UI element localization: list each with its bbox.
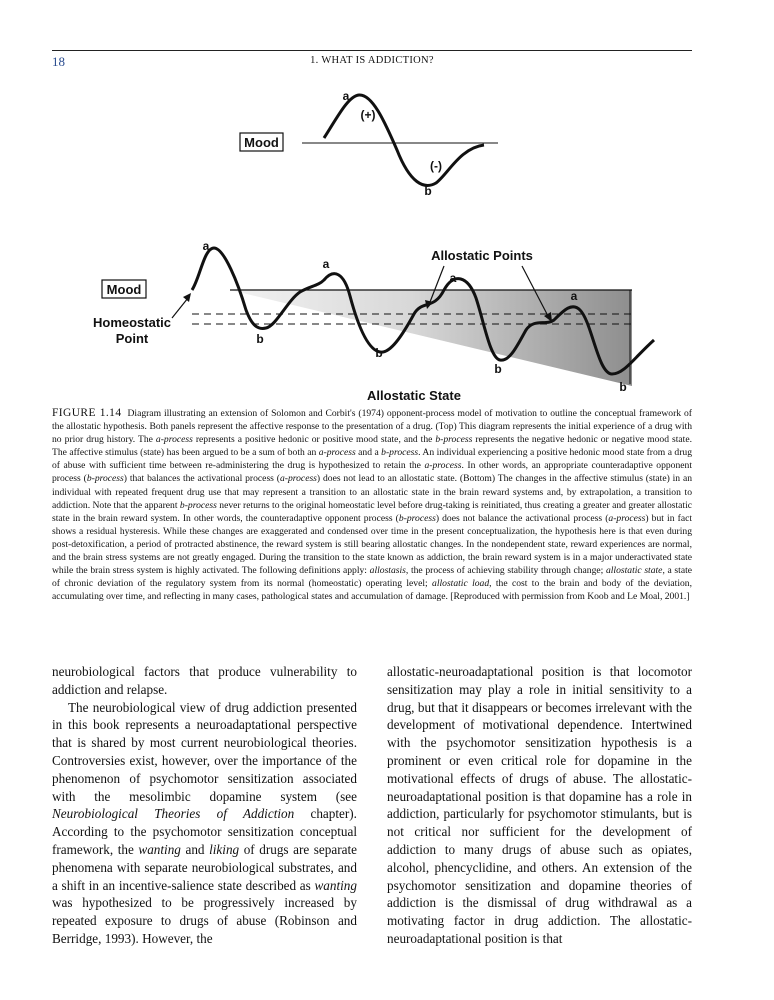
top-trough-label: b bbox=[424, 184, 432, 198]
body-column-left bbox=[52, 663, 357, 948]
caption-text: Diagram illustrating an extension of Solomon and Corbit's (1974) opponent-process model of motivation to outline the conceptual framework of the allostatic hypothesis. Both panels represent the affective response to the presentation of a drug. (Top) This diagram represents the initial experience of a drug with no prior drug history. The bbox=[52, 408, 692, 446]
b-label-1: b bbox=[256, 332, 264, 346]
page-number: 18 bbox=[52, 54, 65, 69]
bottom-panel bbox=[93, 239, 654, 403]
body-paragraph bbox=[52, 699, 357, 948]
caption-text: represents a positive hedonic or positive mood state, and the bbox=[192, 434, 436, 446]
bottom-mood-label: Mood bbox=[106, 282, 142, 297]
homeostatic-label-line2: Point bbox=[115, 331, 149, 346]
top-positive-label: (+) bbox=[360, 108, 376, 122]
b-label-2: b bbox=[375, 346, 383, 360]
caption-text: ) does not balance the activational process ( bbox=[435, 512, 609, 524]
caption-text: never returns to the original homeostatic level before drug-taking is reinitiated, thus creating a greater and greater allostatic state in the brain reward system. In other words, the counteradaptive opponent process ( bbox=[52, 499, 692, 524]
caption-term: a-process bbox=[155, 434, 193, 446]
body-text: and bbox=[180, 841, 210, 857]
caption-text: and a bbox=[355, 447, 382, 459]
caption-text: , the process of achieving stability through change; bbox=[405, 565, 606, 577]
caption-term: b-process bbox=[86, 473, 124, 485]
body-column-right bbox=[387, 663, 692, 948]
caption-term: a-process bbox=[608, 512, 646, 524]
header-rule bbox=[52, 50, 692, 51]
caption-text: . In other words, an appropriate counteradaptive opponent process ( bbox=[52, 460, 692, 485]
top-peak-label: a bbox=[342, 89, 350, 103]
allostatic-points-label: Allostatic Points bbox=[431, 248, 533, 263]
body-text: of drugs are separate phenomena with separate neurobiological substrates, and a shift in an incentive-salience state described as bbox=[52, 841, 357, 893]
caption-term: a-process bbox=[318, 447, 356, 459]
caption-term: b-process bbox=[179, 499, 217, 511]
caption-term: a-process bbox=[424, 460, 462, 472]
body-text: The neurobiological view of drug addiction presented in this book represents a neuroadaptational perspective that is shared by most current neurobiological theories. Controversies exist, however, over the importance of the phenomenon of psychomotor sensitization associated with the mesolimbic dopamine system (see bbox=[52, 699, 357, 804]
a-label-2: a bbox=[322, 257, 330, 271]
body-italic: wanting bbox=[314, 877, 357, 893]
chapter-title: 1. WHAT IS ADDICTION? bbox=[310, 55, 434, 66]
opponent-process-diagram bbox=[52, 78, 692, 404]
caption-term: b-process bbox=[381, 447, 419, 459]
body-text: chapter). According to the psychomotor sensitization conceptual framework, the bbox=[52, 806, 357, 857]
caption-text: represents the negative hedonic or negative mood state. The affective stimulus (state) has been argued to be a sum of both an bbox=[52, 434, 692, 459]
caption-text: ) that balances the activational process ( bbox=[123, 473, 280, 485]
a-label-4: a bbox=[570, 289, 578, 303]
top-panel bbox=[240, 89, 498, 198]
body-italic: liking bbox=[209, 841, 240, 857]
top-affect-curve bbox=[324, 95, 484, 185]
caption-term: allostasis bbox=[369, 565, 406, 577]
a-label-1: a bbox=[202, 239, 210, 253]
b-label-4: b bbox=[619, 380, 627, 394]
top-negative-label: (-) bbox=[430, 159, 442, 173]
body-paragraph: allostatic-neuroadaptational position is that locomotor sensitization may play a role in initial sensitivity to a drug, but that it disappears or becomes irrelevant with the development of motivational dependence. Intertwined with the psychomotor sensitization hypothesis is a prominent or even critical role for dopamine in the motivational effects of drugs of abuse. The allostatic- neuroadaptational position is that dopamine has a role in addiction, particularly for psychomotor stimulants, but is not critical nor sufficient for the development of addiction to many drugs of abuse such as opiates, alcohol, phencyclidine, and others. An extension of the psychomotor sensitization and dopamine theories of addiction is the dismissal of drug withdrawal as a motivating factor in drug addiction. The allostatic-neuroadaptational position is that bbox=[387, 664, 692, 946]
caption-text: , a state of chronic deviation of the regulatory system from its normal (homeostatic) operating level; bbox=[52, 565, 693, 590]
figure-caption bbox=[52, 407, 692, 603]
caption-term: b-process bbox=[398, 512, 436, 524]
caption-text: ) does not lead to an allostatic state. (Bottom) The changes in the affective stimulus (state) in an individual with repeated frequent drug use that may represent a transition to an allostatic state in the brain reward systems and, by extrapolation, a transition to addiction. Note that the apparent bbox=[52, 473, 692, 511]
b-label-3: b bbox=[494, 362, 502, 376]
caption-term: a-process bbox=[279, 473, 317, 485]
caption-term: b-process bbox=[435, 434, 473, 446]
body-paragraph: neurobiological factors that produce vulnerability to addiction and relapse. bbox=[52, 664, 357, 697]
running-header bbox=[52, 52, 692, 70]
allostatic-state-label: Allostatic State bbox=[367, 388, 461, 403]
body-italic: Neurobiological Theories of Addiction bbox=[52, 806, 295, 822]
caption-text: , the cost to the brain and body of the deviation, accumulating over time, and reflecting in many cases, pathological states and accumulation of damage. [Reproduced with permission from Koob and Le Moal, 2001.] bbox=[52, 578, 692, 603]
homeostatic-arrow-head bbox=[183, 293, 191, 302]
caption-text: ) but in fact shows a residual hysteresis. While these changes are exaggerated and condensed over time in the present conceptualization, the hypothesis here is that even during post-detoxification, a period of protracted abstinence, the reward system is still bearing allostatic changes. In the nondependent state, reward experiences are normal, and the brain stress systems are not greatly engaged. During the transition to the state known as addiction, the brain reward system is in a major underactivated state while the brain stress system is highly activated. The following definitions apply: bbox=[52, 512, 692, 577]
body-text: was hypothesized to be progressively increased by repeated exposure to drugs of abuse (Robinson and Berridge, 1993). However, the bbox=[52, 895, 357, 946]
body-italic: wanting bbox=[138, 841, 181, 857]
caption-text: . An individual experiencing a positive hedonic mood state from a drug of abuse with sufficient time between re-administering the drug is hypothesized to retain the bbox=[52, 447, 692, 472]
figure-label: FIGURE 1.14 bbox=[52, 407, 122, 419]
caption-term: allostatic load bbox=[432, 578, 490, 590]
a-label-3: a bbox=[449, 271, 457, 285]
homeostatic-label-line1: Homeostatic bbox=[92, 315, 172, 330]
caption-term: allostatic state bbox=[605, 565, 663, 577]
figure-1-14 bbox=[52, 78, 692, 404]
top-mood-label: Mood bbox=[244, 135, 279, 150]
homeostatic-arrow-line bbox=[172, 298, 188, 318]
